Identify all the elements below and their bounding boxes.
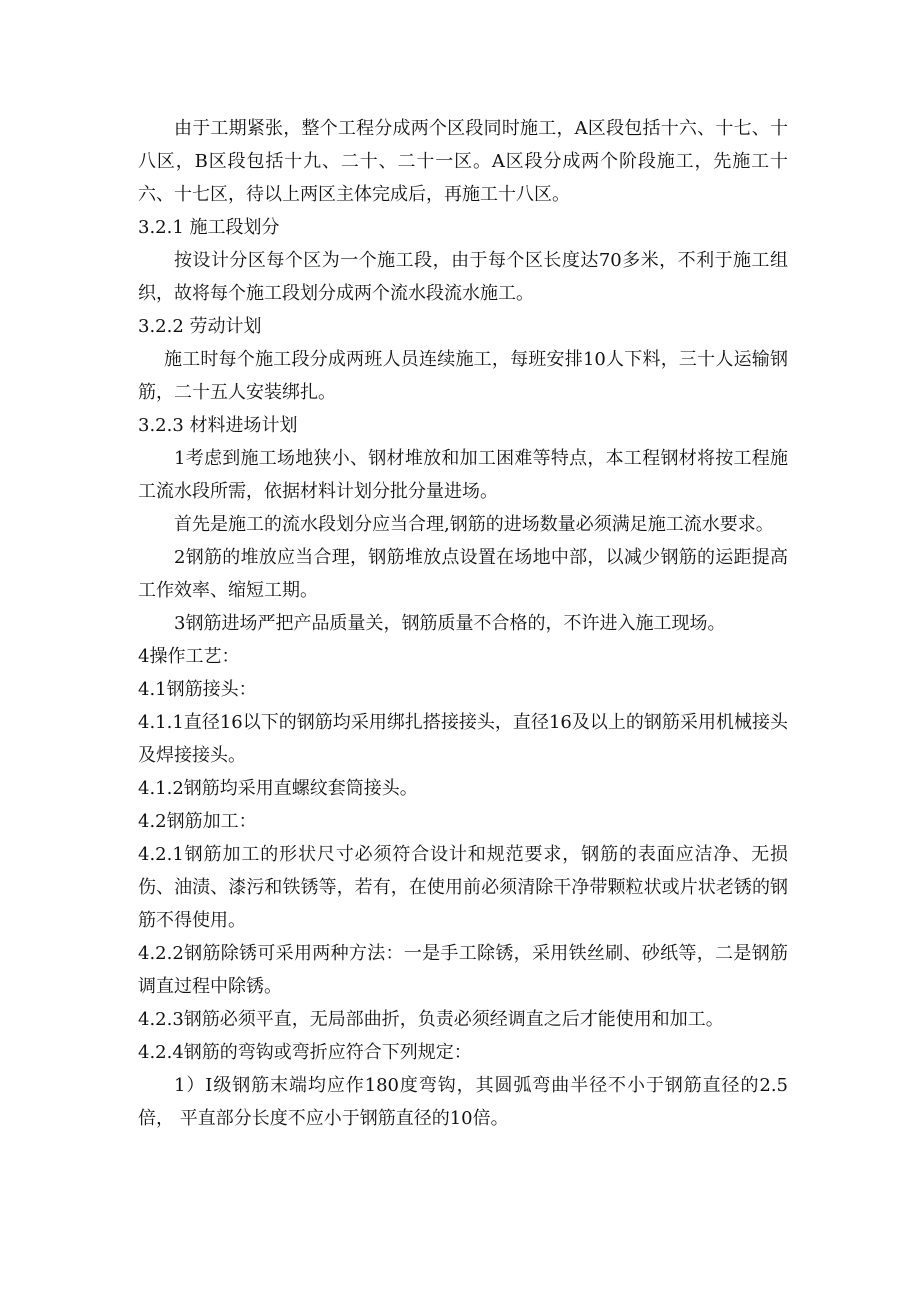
paragraph-segment-division: 按设计分区每个区为一个施工段，由于每个区长度达70多米，不利于施工组织，故将每个施工段划分成两个流水段流水施工。	[138, 250, 788, 304]
paragraph-intro: 由于工期紧张，整个工程分成两个区段同时施工，A区段包括十六、十七、十八区，B区段包括十九、二十、二十一区。A区段分成两个阶段施工，先施工十六、十七区，待以上两区主体完成后，再施工十八区。	[138, 118, 788, 205]
heading-3-2-3: 3.2.3 材料进场计划	[138, 415, 298, 436]
paragraph-4-2-1: 4.2.1钢筋加工的形状尺寸必须符合设计和规范要求，钢筋的表面应洁净、无损伤、油渍、漆污和铁锈等，若有，在使用前必须清除干净带颗粒状或片状老锈的钢筋不得使用。	[138, 844, 788, 931]
paragraph-4-2-4: 4.2.4钢筋的弯钩或弯折应符合下列规定：	[138, 1042, 472, 1063]
heading-4-1: 4.1钢筋接头：	[138, 679, 257, 700]
document-body	[138, 112, 788, 1135]
paragraph-material-1: 1考虑到施工场地狭小、钢材堆放和加工困难等特点，本工程钢材将按工程施工流水段所需，依据材料计划分批分量进场。	[138, 448, 788, 502]
paragraph-material-2: 2钢筋的堆放应当合理，钢筋堆放点设置在场地中部，以减少钢筋的运距提高工作效率、缩短工期。	[138, 547, 788, 601]
paragraph-hook-rule-1: 1）Ⅰ级钢筋末端均应作180度弯钩，其圆弧弯曲半径不小于钢筋直径的2.5倍， 平直部分长度不应小于钢筋直径的10倍。	[138, 1075, 788, 1129]
paragraph-material-note: 首先是施工的流水段划分应当合理,钢筋的进场数量必须满足施工流水要求。	[174, 514, 774, 535]
paragraph-4-2-3: 4.2.3钢筋必须平直，无局部曲折，负责必须经调直之后才能使用和加工。	[138, 1009, 724, 1030]
heading-4-2: 4.2钢筋加工：	[138, 811, 257, 832]
heading-3-2-2: 3.2.2 劳动计划	[138, 316, 262, 337]
paragraph-material-3: 3钢筋进场严把产品质量关，钢筋质量不合格的，不许进入施工现场。	[174, 613, 726, 634]
paragraph-4-1-1: 4.1.1直径16以下的钢筋均采用绑扎搭接接头，直径16及以上的钢筋采用机械接头及焊接接头。	[138, 712, 788, 766]
heading-3-2-1: 3.2.1 施工段划分	[138, 217, 280, 238]
heading-4: 4操作工艺：	[138, 646, 240, 667]
paragraph-4-2-2: 4.2.2钢筋除锈可采用两种方法：一是手工除锈，采用铁丝刷、砂纸等，二是钢筋调直过程中除锈。	[138, 943, 788, 997]
paragraph-4-1-2: 4.1.2钢筋均采用直螺纹套筒接头。	[138, 778, 418, 799]
paragraph-labor-plan: 施工时每个施工段分成两班人员连续施工，每班安排10人下料，三十人运输钢筋，二十五人安装绑扎。	[138, 349, 788, 403]
